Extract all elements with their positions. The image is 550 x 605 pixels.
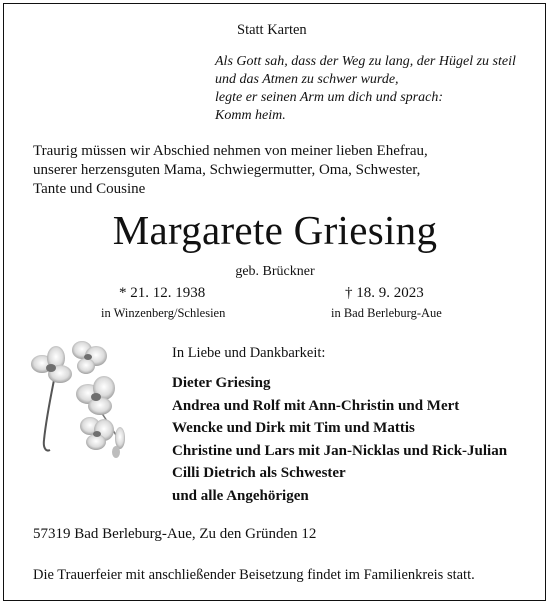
- mourner-name: Wencke und Dirk mit Tim und Mattis: [172, 420, 415, 436]
- intro-line: unserer herzensguten Mama, Schwiegermutter, Oma, Schwester,: [33, 162, 421, 178]
- intro-line: Tante und Cousine: [33, 181, 146, 197]
- poem-line: Als Gott sah, dass der Weg zu lang, der Hügel zu steil: [215, 54, 516, 69]
- mourner-name: und alle Angehörigen: [172, 487, 309, 504]
- funeral-note: Die Trauerfeier mit anschließender Beisetzung findet im Familienkreis statt.: [33, 567, 475, 583]
- poem-line: Komm heim.: [215, 108, 286, 123]
- death-date: † 18. 9. 2023: [345, 285, 424, 301]
- poem: [215, 53, 516, 125]
- mourner-list: [172, 372, 507, 507]
- poem-line: und das Atmen zu schwer wurde,: [215, 72, 399, 87]
- mourner-name: Dieter Griesing: [172, 375, 271, 391]
- statt-karten-label: Statt Karten: [237, 22, 307, 38]
- maiden-name: geb. Brückner: [235, 264, 315, 279]
- address: 57319 Bad Berleburg-Aue, Zu den Gründen 12: [33, 526, 317, 542]
- intro-text: [33, 142, 428, 199]
- mourner-name: Cilli Dietrich als Schwester: [172, 465, 346, 481]
- orchid-image: [20, 340, 138, 468]
- mourners-intro: In Liebe und Dankbarkeit:: [172, 345, 326, 361]
- mourner-name: Christine und Lars mit Jan-Nicklas und Rick-Julian: [172, 442, 508, 459]
- mourner-name: Andrea und Rolf mit Ann-Christin und Mert: [172, 397, 460, 414]
- birth-place: in Winzenberg/Schlesien: [101, 306, 226, 320]
- birth-date: * 21. 12. 1938: [119, 285, 206, 301]
- death-place: in Bad Berleburg-Aue: [331, 306, 442, 320]
- poem-line: legte er seinen Arm um dich und sprach:: [215, 90, 443, 105]
- deceased-name: Margarete Griesing: [112, 207, 438, 253]
- intro-line: Traurig müssen wir Abschied nehmen von meiner lieben Ehefrau,: [33, 143, 428, 159]
